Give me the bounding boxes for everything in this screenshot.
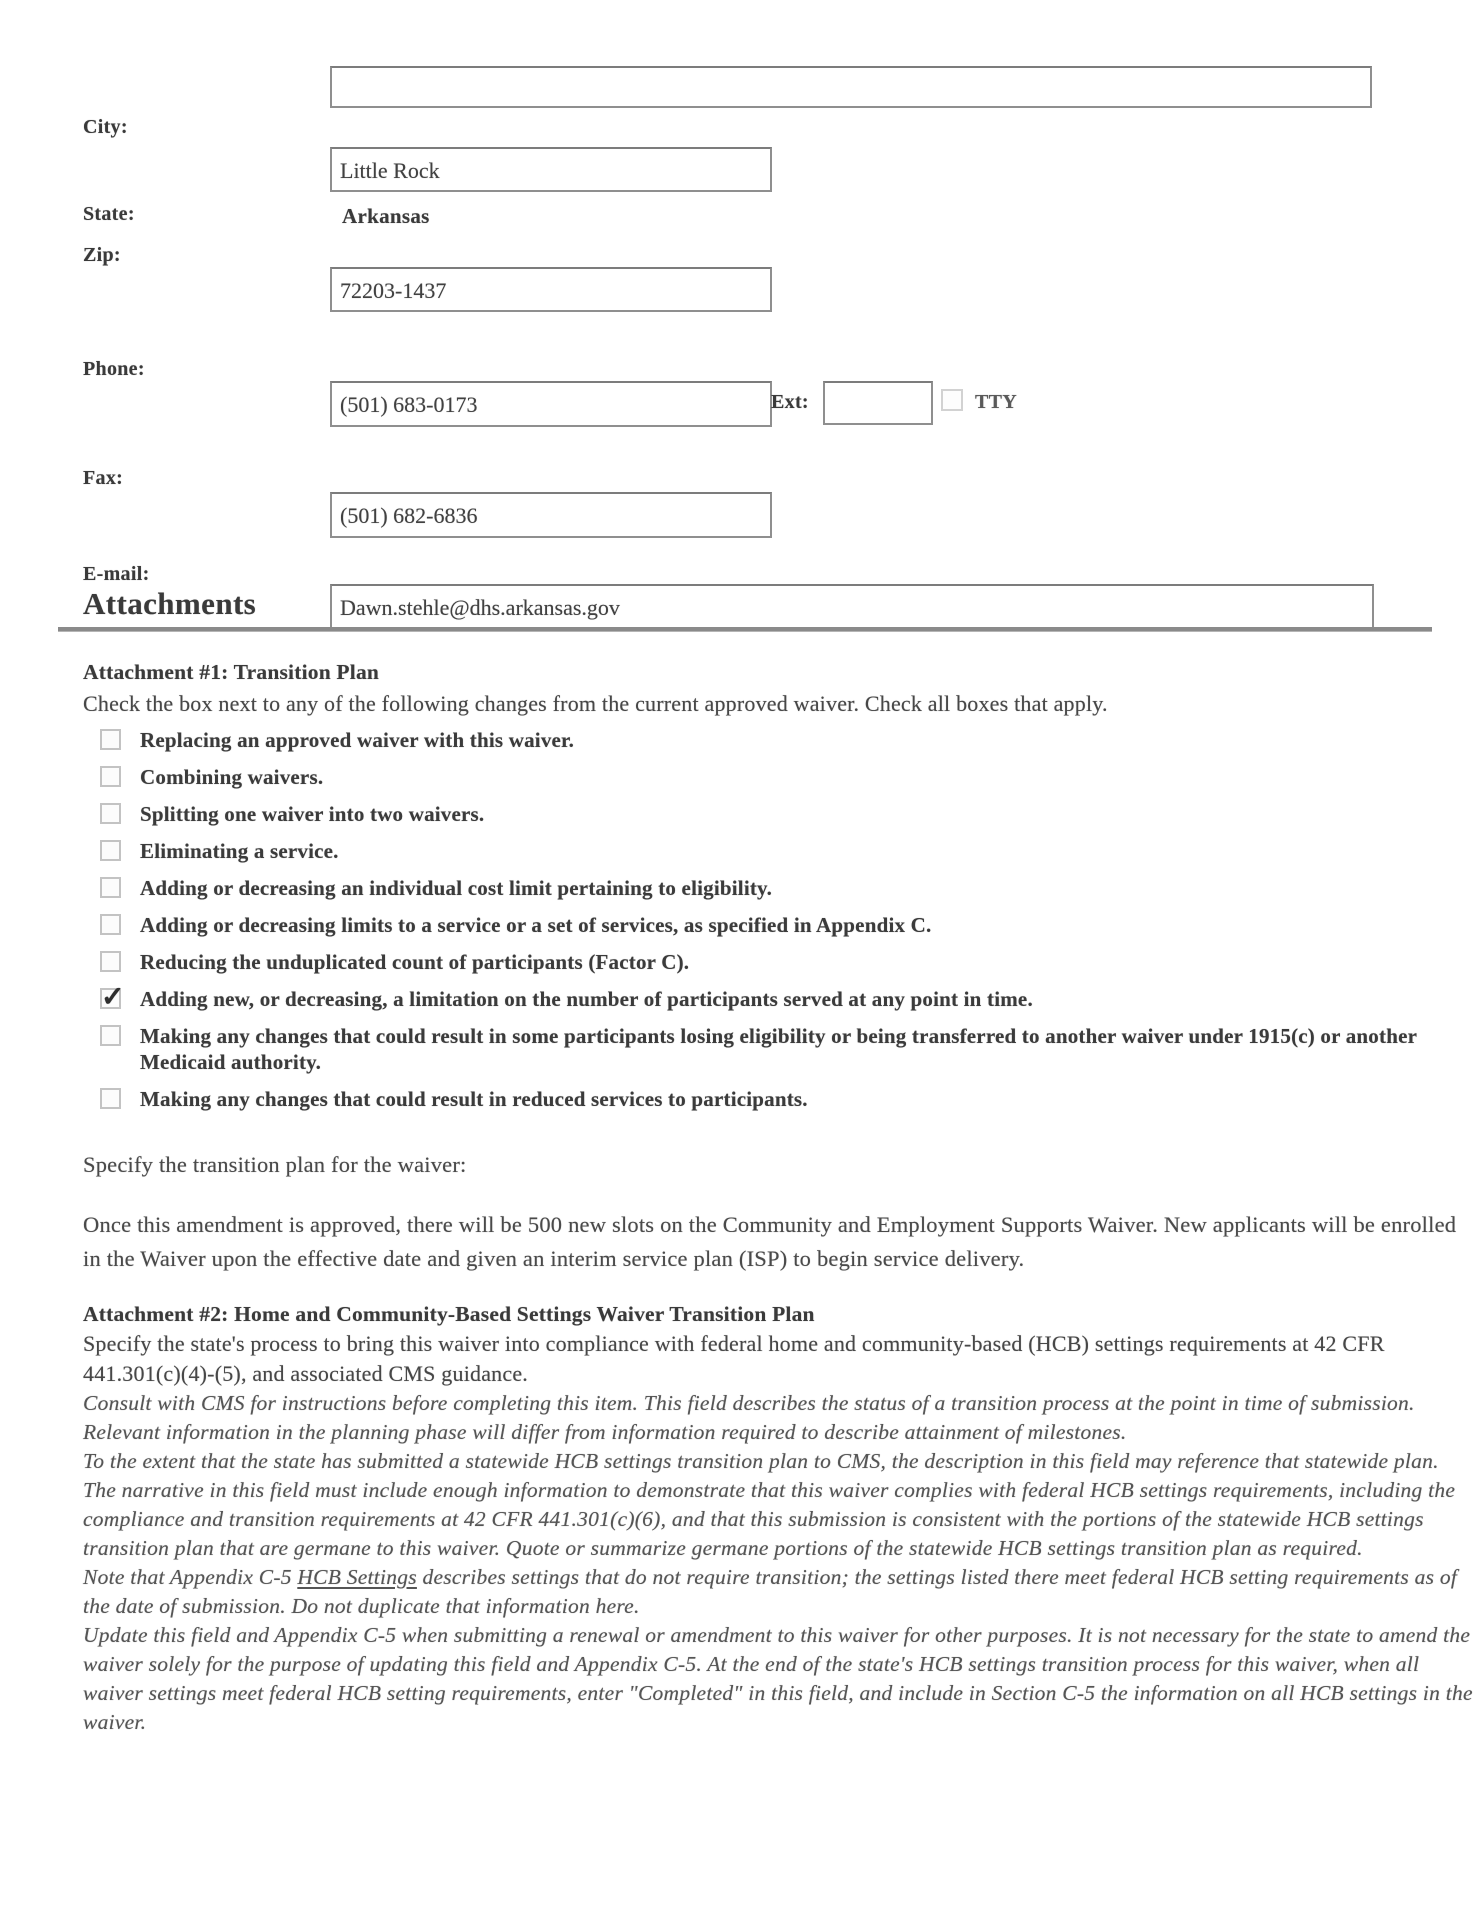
option-label: Combining waivers.: [140, 765, 324, 789]
waiver-change-option: [83, 1023, 1475, 1075]
waiver-change-option: [83, 801, 1475, 827]
attachment1-title: Attachment #1: Transition Plan: [83, 660, 380, 684]
email-label: E-mail:: [83, 563, 150, 585]
zip-input[interactable]: [330, 267, 772, 312]
waiver-change-option: [83, 764, 1475, 790]
section-divider-rule: [58, 627, 1432, 632]
option-checkbox[interactable]: [100, 914, 121, 935]
tty-label: TTY: [975, 391, 1018, 413]
option-checkbox[interactable]: [100, 840, 121, 861]
option-label: Eliminating a service.: [140, 839, 339, 863]
attachment1-instruction: Check the box next to any of the following changes from the current approved waiver. Check all boxes that apply.: [83, 691, 1108, 716]
option-checkbox[interactable]: [100, 1088, 121, 1109]
option-label: Splitting one waiver into two waivers.: [140, 802, 485, 826]
phone-input[interactable]: [330, 381, 772, 427]
option-checkbox[interactable]: [100, 1025, 121, 1046]
option-checkbox[interactable]: [100, 951, 121, 972]
address-line-input[interactable]: [330, 66, 1372, 108]
email-input[interactable]: [330, 584, 1374, 630]
option-label: Making any changes that could result in reduced services to participants.: [140, 1087, 808, 1111]
option-checkbox[interactable]: [100, 803, 121, 824]
option-label: Adding or decreasing an individual cost limit pertaining to eligibility.: [140, 876, 773, 900]
transition-plan-text: Once this amendment is approved, there will be 500 new slots on the Community and Employment Supports Waiver. New applicants will be enrolled in the Waiver upon the effective date and given an interim service plan (ISP) to begin service delivery.: [83, 1212, 1457, 1271]
fax-input[interactable]: [330, 492, 772, 538]
city-label: City:: [83, 116, 128, 138]
waiver-change-option: [83, 912, 1475, 938]
attachment2-note-appendix: [83, 1563, 1475, 1621]
option-checkbox[interactable]: [100, 988, 121, 1009]
hcb-settings-link[interactable]: HCB Settings: [297, 1565, 417, 1589]
attachments-section-heading: Attachments: [83, 586, 257, 621]
option-label: Replacing an approved waiver with this waiver.: [140, 728, 575, 752]
option-label: Adding or decreasing limits to a service or a set of services, as specified in Appendix C.: [140, 913, 932, 937]
phone-label: Phone:: [83, 358, 145, 380]
option-checkbox[interactable]: [100, 877, 121, 898]
note-appendix-pre: Note that Appendix C-5: [83, 1565, 298, 1589]
option-label: Making any changes that could result in some participants losing eligibility or being transferred to another waiver under 1915(c) or another Medicaid authority.: [140, 1024, 1417, 1074]
attachment2-note-consult: Consult with CMS for instructions before completing this item. This field describes the status of a transition process at the point in time of submission. Relevant information in the planning phase will differ from information required to describe attainment of milestones.: [83, 1391, 1415, 1444]
tty-checkbox[interactable]: [941, 389, 963, 411]
waiver-change-option: [83, 1086, 1475, 1112]
option-checkbox[interactable]: [100, 766, 121, 787]
state-label: State:: [83, 203, 135, 225]
state-value: Arkansas: [342, 204, 430, 228]
attachment2-title: Attachment #2: Home and Community-Based Settings Waiver Transition Plan: [83, 1302, 815, 1326]
option-checkbox[interactable]: [100, 729, 121, 750]
waiver-change-option: [83, 986, 1475, 1012]
attachments-body: [83, 660, 1475, 1737]
waiver-change-option: [83, 875, 1475, 901]
attachment2-note-extent: To the extent that the state has submitted a statewide HCB settings transition plan to CMS, the description in this field may reference that statewide plan. The narrative in this field must include enough information to demonstrate that this waiver complies with federal HCB settings requirements, including the compliance and transition requirements at 42 CFR 441.301(c)(6), and that this submission is consistent with the portions of the statewide HCB settings transition plan that are germane to this waiver. Quote or summarize germane portions of the statewide HCB settings transition plan as required.: [83, 1449, 1456, 1560]
option-label: Adding new, or decreasing, a limitation on the number of participants served at any point in time.: [140, 987, 1033, 1011]
waiver-change-option: [83, 727, 1475, 753]
note-appendix-post: describes settings that do not require transition; the settings listed there meet federal HCB setting requirements as of the date of submission. Do not duplicate that information here.: [83, 1565, 1458, 1618]
phone-ext-label: Ext:: [771, 391, 809, 413]
fax-label: Fax:: [83, 467, 124, 489]
waiver-change-option: [83, 838, 1475, 864]
zip-label: Zip:: [83, 244, 121, 266]
phone-ext-input[interactable]: [823, 381, 933, 425]
attachment2-intro: Specify the state's process to bring this waiver into compliance with federal home and community-based (HCB) settings requirements at 42 CFR 441.301(c)(4)-(5), and associated CMS guidance.: [83, 1331, 1385, 1386]
waiver-change-option: [83, 949, 1475, 975]
attachment2-note-update: Update this field and Appendix C-5 when submitting a renewal or amendment to this waiver for other purposes. It is not necessary for the state to amend the waiver solely for the purpose of updating this field and Appendix C-5. At the end of the state's HCB settings transition process for this waiver, when all waiver settings meet federal HCB setting requirements, enter "Completed" in this field, and include in Section C-5 the information on all HCB settings in the waiver.: [83, 1623, 1473, 1734]
specify-transition-plan-label: Specify the transition plan for the waiver:: [83, 1152, 467, 1177]
city-input[interactable]: [330, 147, 772, 192]
option-label: Reducing the unduplicated count of participants (Factor C).: [140, 950, 690, 974]
